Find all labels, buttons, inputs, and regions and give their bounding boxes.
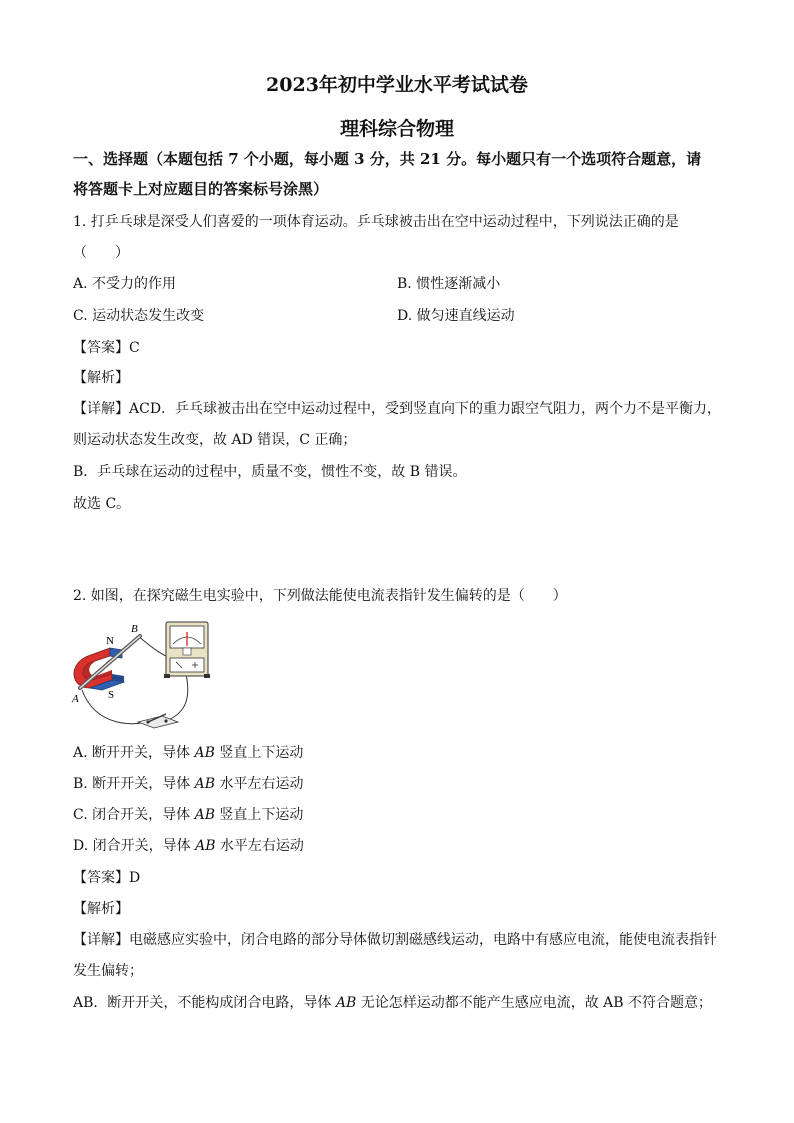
q2-option-d: D. 闭合开关，导体 AB 水平左右运动	[73, 838, 304, 854]
answer-label: 【答案】	[73, 340, 129, 356]
answer-label: 【答案】	[73, 870, 129, 886]
section-heading-line2: 将答题卡上对应题目的答案标号涂黑）	[73, 180, 329, 198]
q2-option-c: C. 闭合开关，导体 AB 竖直上下运动	[73, 807, 304, 823]
q1-blank: （ ）	[73, 245, 129, 261]
point-b-label: B	[131, 623, 138, 635]
q2-stem: 2. 如图，在探究磁生电实验中，下列做法能使电流表指针发生偏转的是（ ）	[73, 588, 567, 604]
electromagnetic-induction-figure	[66, 618, 216, 730]
q1-option-b: B. 惯性逐渐减小	[397, 276, 501, 292]
q2-detail-line1: 【详解】电磁感应实验中，闭合电路的部分导体做切割磁感线运动，电路中有感应电流，能使电流表指针	[73, 932, 717, 948]
q2-detail-line2: 发生偏转；	[73, 963, 143, 979]
q1-conclusion: 故选 C。	[73, 496, 131, 512]
q1-option-d: D. 做匀速直线运动	[397, 308, 515, 324]
exam-subtitle: 理科综合物理	[339, 118, 454, 140]
north-pole-label: N	[106, 635, 114, 647]
q2-option-a: A. 断开开关，导体 AB 竖直上下运动	[73, 745, 304, 761]
q2-detail-line3: AB．断开开关，不能构成闭合电路，导体 AB 无论怎样运动都不能产生感应电流，故 AB 不符合题意；	[73, 995, 713, 1011]
galvanometer	[164, 622, 210, 678]
knife-switch	[138, 714, 178, 728]
q1-stem: 1. 打乒乓球是深受人们喜爱的一项体育运动。乒乓球被击出在空中运动过程中，下列说法正确的是	[73, 214, 679, 230]
q2-option-b: B. 断开开关，导体 AB 水平左右运动	[73, 776, 304, 792]
q1-analysis-label: 【解析】	[73, 370, 129, 386]
q1-detail-line2: 则运动状态发生改变，故 AD 错误，C 正确；	[73, 432, 357, 448]
q1-detail-line3: B．乒乓球在运动的过程中，质量不变，惯性不变，故 B 错误。	[73, 464, 467, 480]
answer-value: D	[129, 870, 141, 886]
south-pole-label: S	[108, 689, 115, 701]
q1-option-a: A. 不受力的作用	[73, 276, 177, 292]
q2-analysis-label: 【解析】	[73, 901, 129, 917]
q1-answer	[73, 338, 140, 358]
point-a-label: A	[72, 693, 79, 705]
q1-option-c: C. 运动状态发生改变	[73, 308, 205, 324]
q2-answer	[73, 868, 140, 888]
wire-meter-to-switch	[166, 674, 188, 721]
section-heading-line1: 一、选择题（本题包括 7 个小题，每小题 3 分，共 21 分。每小题只有一个选项符合题意，请	[73, 150, 702, 168]
q1-detail-line1: 【详解】ACD．乒乓球被击出在空中运动过程中，受到竖直向下的重力跟空气阻力，两个力不是平衡力，	[73, 401, 722, 417]
answer-value: C	[129, 340, 140, 356]
wire-a-to-switch	[82, 690, 148, 724]
exam-title: 2023年初中学业水平考试试卷	[266, 74, 528, 96]
